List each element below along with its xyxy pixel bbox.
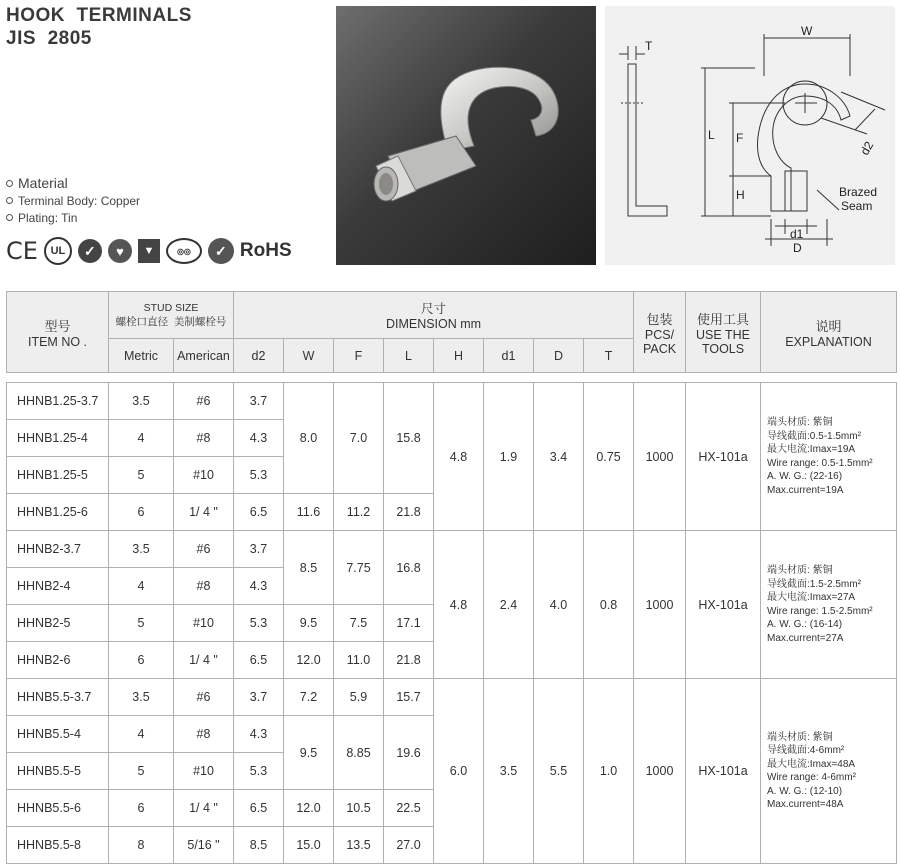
table-row: HHNB2-5 5 #10 5.3 9.5 7.5 17.1	[7, 605, 897, 642]
ul-mark-icon: UL	[44, 237, 72, 265]
material-heading: Material	[6, 174, 140, 193]
label-F: F	[736, 131, 744, 145]
header-H: H	[434, 339, 484, 373]
bullet-icon	[6, 214, 13, 221]
bullet-icon	[6, 197, 13, 204]
table-spacer	[7, 373, 897, 383]
certification-logos	[6, 236, 298, 266]
header-dimension: 尺寸 DIMENSION mm	[234, 292, 634, 339]
label-T: T	[645, 39, 653, 53]
material-section	[6, 174, 140, 227]
table-row: HHNB1.25-5 5 #10 5.3	[7, 457, 897, 494]
label-d2: d2	[857, 138, 877, 158]
table-row: HHNB5.5-5 5 #10 5.3	[7, 753, 897, 790]
quality-seal-icon: ♥	[108, 239, 132, 263]
header-T: T	[584, 339, 634, 373]
header-pack: 包装 PCS/ PACK	[634, 292, 686, 373]
header-explanation: 说明 EXPLANATION	[761, 292, 897, 373]
label-brazed: Brazed	[839, 185, 878, 199]
header-F: F	[334, 339, 384, 373]
dimension-drawing	[605, 6, 895, 265]
header-W: W	[284, 339, 334, 373]
label-seam: Seam	[841, 199, 873, 213]
table-row: HHNB2-4 4 #8 4.3	[7, 568, 897, 605]
material-body: Terminal Body: Copper	[6, 193, 140, 210]
rohs-mark: RoHS	[239, 240, 292, 261]
explanation-cell: 端头材质: 紫铜 导线截面:0.5-1.5mm² 最大电流:Imax=19A Wire range: 0.5-1.5mm² A. W. G.: (22-16) Max.current=19A	[761, 383, 897, 531]
header-stud-size: STUD SIZE 螺栓口直径 美制螺栓号	[109, 292, 234, 339]
title-line-1: HOOK TERMINALS	[6, 5, 192, 26]
table-row: HHNB5.5-8 8 5/16 " 8.5 15.0 13.5 27.0	[7, 827, 897, 864]
explanation-cell: 端头材质: 紫铜 导线截面:1.5-2.5mm² 最大电流:Imax=27A Wire range: 1.5-2.5mm² A. W. G.: (16-14) Max.current=27A	[761, 531, 897, 679]
specification-table	[6, 291, 897, 864]
label-D: D	[793, 241, 802, 255]
table-row: HHNB2-6 6 1/ 4 " 6.5 12.0 11.0 21.8	[7, 642, 897, 679]
hook-terminal-photo-image	[336, 6, 596, 265]
header-D: D	[534, 339, 584, 373]
ccc-mark-icon: ◎◎	[166, 238, 202, 264]
table-row: HHNB5.5-4 4 #8 4.3 9.5 8.85 19.6	[7, 716, 897, 753]
page-title	[6, 4, 192, 50]
header-L: L	[384, 339, 434, 373]
table-row: HHNB5.5-3.7 3.5 #6 3.7 7.2 5.9 15.7 6.0 3.5 5.5 1.0 1000 HX-101a 端头材质: 紫铜 导线截面:4-6mm² 最大电流:Imax=48A Wire range: 4-6mm² A. W. G.: (12-10) Max.current=48A	[7, 679, 897, 716]
sgs-seal-icon: ✓	[208, 238, 234, 264]
label-H: H	[736, 188, 745, 202]
label-L: L	[708, 128, 715, 142]
header-american: American	[174, 339, 234, 373]
header-tools: 使用工具 USE THE TOOLS	[686, 292, 761, 373]
explanation-cell: 端头材质: 紫铜 导线截面:4-6mm² 最大电流:Imax=48A Wire range: 4-6mm² A. W. G.: (12-10) Max.current=48A	[761, 679, 897, 864]
title-line-2: JIS 2805	[6, 28, 92, 49]
header-metric: Metric	[109, 339, 174, 373]
check-seal-icon: ✓	[78, 239, 102, 263]
technical-drawing	[605, 6, 895, 265]
table-row: HHNB5.5-6 6 1/ 4 " 6.5 12.0 10.5 22.5	[7, 790, 897, 827]
bullet-icon	[6, 180, 13, 187]
table-row: HHNB2-3.7 3.5 #6 3.7 8.5 7.75 16.8 4.8 2.4 4.0 0.8 1000 HX-101a 端头材质: 紫铜 导线截面:1.5-2.5mm² 最大电流:Imax=27A Wire range: 1.5-2.5mm² A. W. G.: (16-14) Max.current=27A	[7, 531, 897, 568]
label-d1: d1	[790, 227, 804, 241]
ce-mark-icon: CE	[6, 237, 38, 265]
header-d2: d2	[234, 339, 284, 373]
material-plating: Plating: Tin	[6, 210, 140, 227]
label-W: W	[801, 24, 813, 38]
shield-mark-icon: ▼	[138, 239, 160, 263]
table-row: HHNB1.25-3.7 3.5 #6 3.7 8.0 7.0 15.8 4.8 1.9 3.4 0.75 1000 HX-101a 端头材质: 紫铜 导线截面:0.5-1.5mm² 最大电流:Imax=19A Wire range: 0.5-1.5mm² A. W. G.: (22-16) Max.current=19A	[7, 383, 897, 420]
table-row: HHNB1.25-6 6 1/ 4 " 6.5 11.6 11.2 21.8	[7, 494, 897, 531]
product-photo	[336, 6, 596, 265]
table-row: HHNB1.25-4 4 #8 4.3	[7, 420, 897, 457]
header-item: 型号 ITEM NO .	[7, 292, 109, 373]
header-d1: d1	[484, 339, 534, 373]
